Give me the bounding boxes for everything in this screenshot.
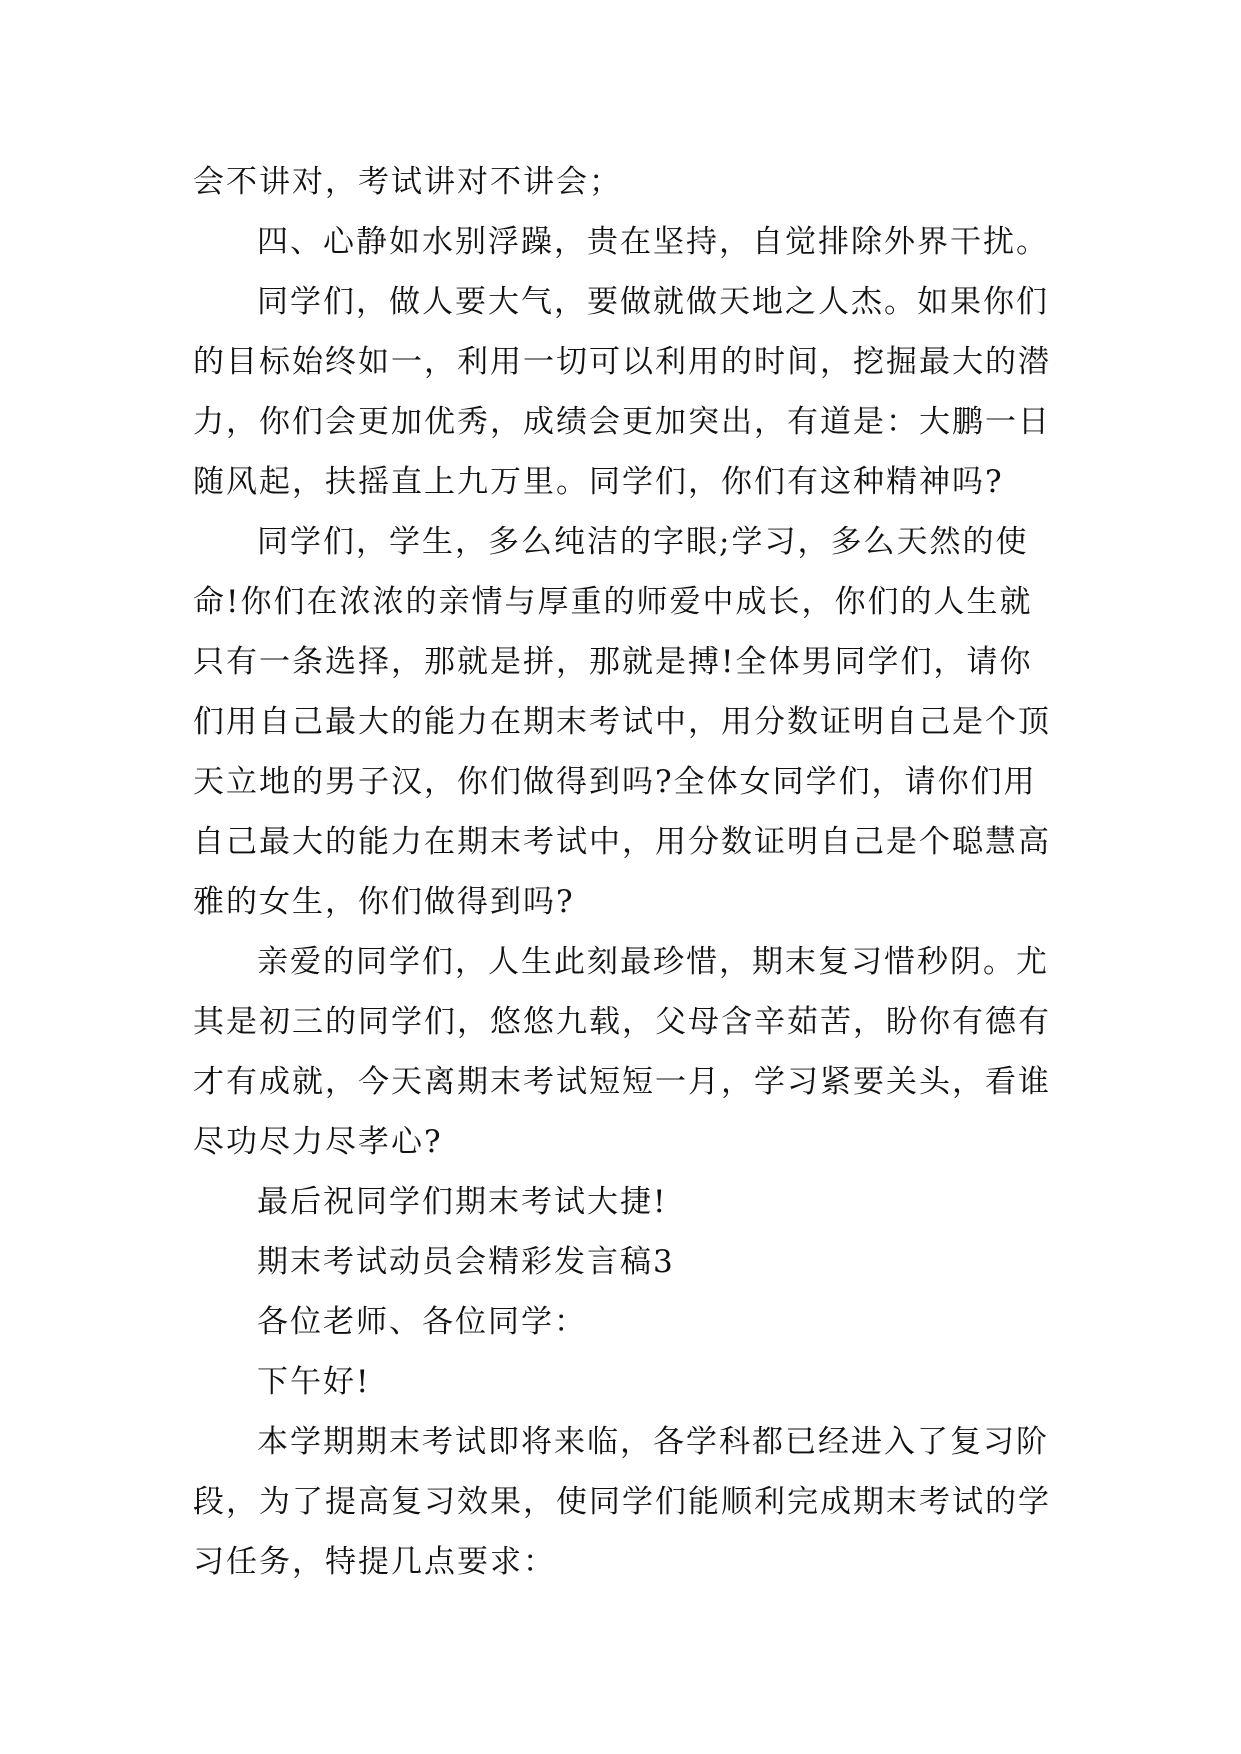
text-line: 亲爱的同学们，人生此刻最珍惜，期末复习惜秒阴。尤 xyxy=(257,944,1049,980)
greeting: 下午好! xyxy=(257,1364,371,1400)
text-line: 雅的女生，你们做得到吗? xyxy=(193,884,575,920)
text-line: 会不讲对，考试讲对不讲会； xyxy=(193,164,622,200)
text-line: 其是初三的同学们，悠悠九载，父母含辛茹苦，盼你有德有 xyxy=(193,1004,1051,1040)
text-line: 的目标始终如一，利用一切可以利用的时间，挖掘最大的潜 xyxy=(193,344,1051,380)
text-line: 力，你们会更加优秀，成绩会更加突出，有道是：大鹏一日 xyxy=(193,404,1051,440)
list-item-four: 四、心静如水别浮躁，贵在坚持，自觉排除外界干扰。 xyxy=(257,224,1049,260)
text-line: 随风起，扶摇直上九万里。同学们，你们有这种精神吗? xyxy=(193,464,1004,500)
text-line: 本学期期末考试即将来临，各学科都已经进入了复习阶 xyxy=(257,1424,1049,1460)
text-line: 自己最大的能力在期末考试中，用分数证明自己是个聪慧高 xyxy=(193,824,1051,860)
text-line: 们用自己最大的能力在期末考试中，用分数证明自己是个顶 xyxy=(193,704,1051,740)
text-line: 段，为了提高复习效果，使同学们能顺利完成期末考试的学 xyxy=(193,1484,1051,1520)
document-body xyxy=(193,152,1053,1592)
text-line: 同学们，学生，多么纯洁的字眼;学习，多么天然的使 xyxy=(257,524,1029,560)
text-line: 天立地的男子汉，你们做得到吗?全体女同学们，请你们用 xyxy=(193,764,1037,800)
section-title: 期末考试动员会精彩发言稿3 xyxy=(257,1244,675,1280)
closing-wish: 最后祝同学们期末考试大捷! xyxy=(257,1184,668,1220)
text-line: 只有一条选择，那就是拼，那就是搏!全体男同学们，请你 xyxy=(193,644,1033,680)
text-line: 才有成就，今天离期末考试短短一月，学习紧要关头，看谁 xyxy=(193,1064,1051,1100)
text-line: 习任务，特提几点要求： xyxy=(193,1544,556,1580)
salutation: 各位老师、各位同学： xyxy=(257,1304,587,1340)
text-line: 命!你们在浓浓的亲情与厚重的师爱中成长，你们的人生就 xyxy=(193,584,1033,620)
text-line: 同学们，做人要大气，要做就做天地之人杰。如果你们 xyxy=(257,284,1049,320)
text-line: 尽功尽力尽孝心? xyxy=(193,1124,443,1160)
